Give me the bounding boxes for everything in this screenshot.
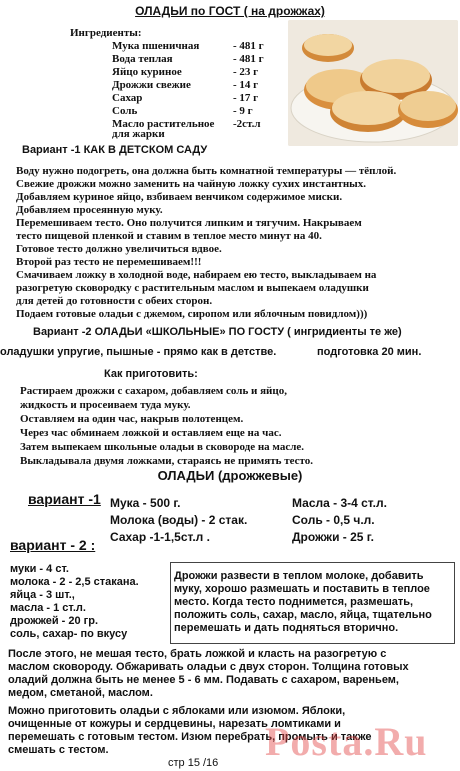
text-line: Добавляем куриное яйцо, взбиваем венчиком содержимое миски. xyxy=(16,191,343,203)
text-line: Перемешиваем тесто. Оно получится липким и тягучим. Накрываем xyxy=(16,217,362,229)
ingredient-amount: - 17 г xyxy=(233,92,259,104)
text-line: смешать с тестом. xyxy=(8,744,109,756)
ingredient-name: Масло растительное xyxy=(112,118,215,130)
variant2-label: вариант - 2 : xyxy=(10,537,96,553)
box-line: перемешать и дать подняться вторично. xyxy=(174,622,399,634)
list-item: соль, сахар- по вкусу xyxy=(10,628,128,640)
ingredients-heading: Ингредиенты: xyxy=(70,27,142,39)
step-line: Растираем дрожжи с сахаром, добавляем соль и яйцо, xyxy=(20,385,287,397)
how-heading: Как приготовить: xyxy=(104,368,198,380)
ingredient-amount: - 9 г xyxy=(233,105,253,117)
text-line: тесто пищевой пленкой и ставим в теплое место минут на 40. xyxy=(16,230,322,242)
ingredient-name: для жарки xyxy=(112,128,165,140)
text-line: перемешать с готовым тестом. Изюм перебрать, промыть и также xyxy=(8,731,372,743)
ingredient-line: Мука - 500 г. xyxy=(110,496,181,510)
ingredient-line: Молока (воды) - 2 стак. xyxy=(110,513,248,527)
ingredient-line: Масла - 3-4 ст.л. xyxy=(292,496,387,510)
list-item: яйца - 3 шт., xyxy=(10,589,75,601)
text-line: Воду нужно подогреть, она должна быть комнатной температуры — тёплой. xyxy=(16,165,397,177)
prep-time: подготовка 20 мин. xyxy=(317,346,422,358)
variant2-note: оладушки упругие, пышные - прямо как в детстве. xyxy=(0,346,277,358)
list-item: муки - 4 ст. xyxy=(10,563,69,575)
ingredient-amount: - 23 г xyxy=(233,66,259,78)
ingredient-name: Яйцо куриное xyxy=(112,66,182,78)
text-line: для детей до готовности с обеих сторон. xyxy=(16,295,213,307)
ingredient-name: Сахар xyxy=(112,92,143,104)
box-line: Дрожжи развести в теплом молоке, добавить xyxy=(174,570,424,582)
ingredient-name: Вода теплая xyxy=(112,53,173,65)
variant1-label: вариант -1 xyxy=(28,491,101,507)
list-item: масла - 1 ст.л. xyxy=(10,602,86,614)
ingredient-name: Соль xyxy=(112,105,138,117)
text-line: очищенные от кожуры и сердцевины, нарезать ломтиками и xyxy=(8,718,341,730)
step-line: Оставляем на один час, накрыв полотенцем. xyxy=(20,413,244,425)
list-item: молока - 2 - 2,5 стакана. xyxy=(10,576,139,588)
step-line: Затем выпекаем школьные оладьи в сковороде на масле. xyxy=(20,441,305,453)
page-title: ОЛАДЬИ по ГОСТ ( на дрожжах) xyxy=(135,4,325,18)
text-line: разогретую сковородку с растительным маслом и выпекаем оладушки xyxy=(16,282,369,294)
watermark: Posta.Ru xyxy=(265,719,428,764)
text-line: медом, сметаной, маслом. xyxy=(8,687,153,699)
list-item: дрожжей - 20 гр. xyxy=(10,615,99,627)
ingredient-amount: -2ст.л xyxy=(233,118,261,130)
text-line: После этого, не мешая тесто, брать ложкой и класть на разогретую с xyxy=(8,648,387,660)
text-line: Готовое тесто должно увеличиться вдвое. xyxy=(16,243,222,255)
ingredient-amount: - 481 г xyxy=(233,53,264,65)
text-line: Подаем готовые оладьи с джемом, сиропом или яблочным повидлом))) xyxy=(16,308,368,320)
text-line: Второй раз тесто не перемешиваем!!! xyxy=(16,256,202,268)
text-line: Добавляем просеянную муку. xyxy=(16,204,163,216)
text-line: Свежие дрожжи можно заменить на чайную ложку сухих инстантных. xyxy=(16,178,367,190)
ingredient-name: Мука пшеничная xyxy=(112,40,200,52)
text-line: оладий должна быть не менее 5 - 6 мм. Подавать с сахаром, вареньем, xyxy=(8,674,399,686)
section-title: ОЛАДЬИ (дрожжевые) xyxy=(157,468,303,483)
ingredient-line: Сахар -1-1,5ст.л . xyxy=(110,530,210,544)
pancakes-photo xyxy=(288,20,458,146)
ingredient-amount: - 481 г xyxy=(233,40,264,52)
step-line: Выкладывала двумя ложками, стараясь не примять тесто. xyxy=(20,455,314,467)
text-line: маслом сковороду. Обжаривать оладьи с двух сторон. Толщина готовых xyxy=(8,661,409,673)
ingredient-name: Дрожжи свежие xyxy=(112,79,191,91)
step-line: Через час обминаем ложкой и оставляем еще на час. xyxy=(20,427,282,439)
box-line: место. Когда тесто поднимется, размешать, xyxy=(174,596,414,608)
box-line: муку, хорошо размешать и поставить в теплое xyxy=(174,583,430,595)
step-line: жидкость и просеиваем туда муку. xyxy=(20,399,191,411)
variant2-title: Вариант -2 ОЛАДЬИ «ШКОЛЬНЫЕ» ПО ГОСТУ ( ингридиенты те же) xyxy=(33,326,402,338)
text-line: Можно приготовить оладьи с яблоками или изюмом. Яблоки, xyxy=(8,705,346,717)
page-number: стр 15 /16 xyxy=(168,757,219,769)
ingredient-amount: - 14 г xyxy=(233,79,259,91)
ingredient-line: Дрожжи - 25 г. xyxy=(292,530,374,544)
variant1-title: Вариант -1 КАК В ДЕТСКОМ САДУ xyxy=(22,144,208,156)
text-line: Смачиваем ложку в холодной воде, набираем ею тесто, выкладываем на xyxy=(16,269,377,281)
ingredient-line: Соль - 0,5 ч.л. xyxy=(292,513,375,527)
box-line: положить соль, сахар, масло, яйца, тщательно xyxy=(174,609,432,621)
